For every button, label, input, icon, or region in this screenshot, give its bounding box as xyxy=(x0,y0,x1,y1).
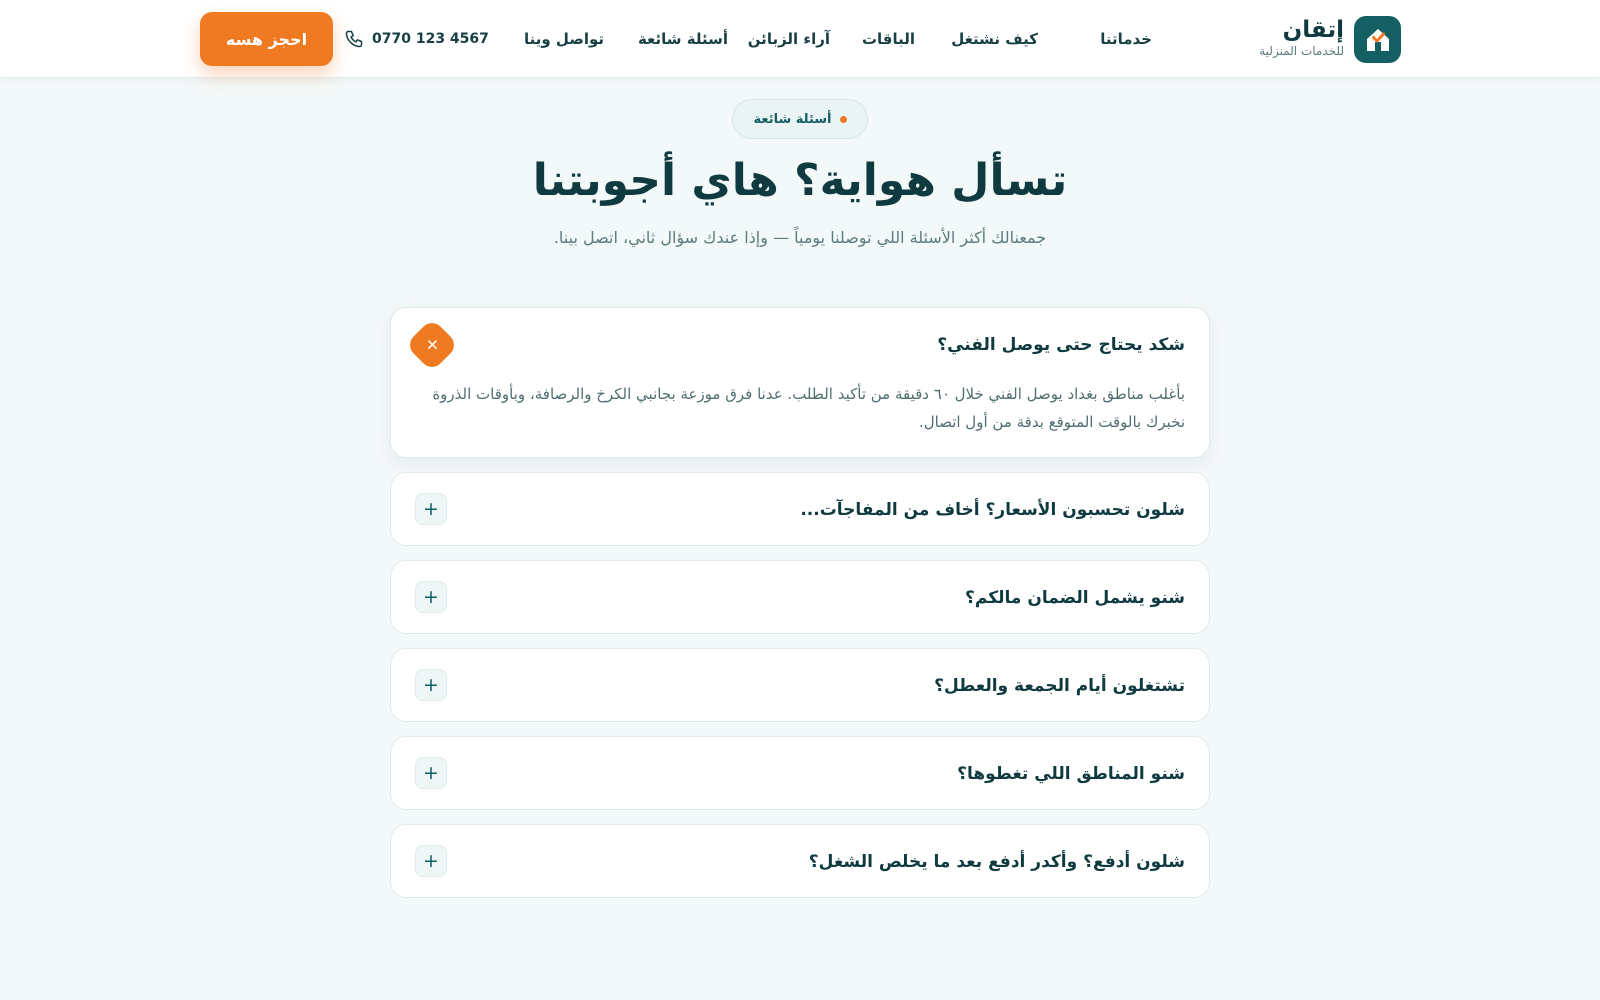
faq-item[interactable] xyxy=(390,472,1210,546)
brand[interactable] xyxy=(1238,18,1344,59)
section-title: تسأل هواية؟ هاي أجوبتنا xyxy=(532,155,1068,206)
expand-button[interactable] xyxy=(415,669,447,701)
expand-button[interactable] xyxy=(415,845,447,877)
nav-item-faq[interactable]: أسئلة شائعة xyxy=(637,30,728,48)
logo[interactable] xyxy=(1354,16,1401,63)
faq-item[interactable] xyxy=(390,824,1210,898)
faq-question[interactable]: تشتغلون أيام الجمعة والعطل؟ xyxy=(934,676,1185,696)
brand-name: إتقان xyxy=(1282,17,1344,43)
close-icon: + xyxy=(419,331,446,358)
faq-question[interactable]: شكد يحتاج حتى يوصل الفني؟ xyxy=(937,335,1185,355)
plus-icon: + xyxy=(423,585,439,608)
faq-question[interactable]: شلون أدفع؟ وأكدر أدفع بعد ما يخلص الشغل؟ xyxy=(808,852,1185,872)
nav-item-services[interactable]: خدماتنا xyxy=(1100,30,1152,48)
plus-icon: + xyxy=(423,849,439,872)
faq-item[interactable] xyxy=(390,648,1210,722)
phone-link[interactable] xyxy=(344,28,489,50)
faq-answer: بأغلب مناطق بغداد يوصل الفني خلال ٦٠ دقيقة من تأكيد الطلب. عدنا فرق موزعة بجانبي الكرخ والرصافة، وبأوقات الذروة نخبرك بالوقت المتوقع بدقة من أول اتصال. xyxy=(432,385,1185,431)
nav-item-contact[interactable]: تواصل وينا xyxy=(524,30,604,48)
main-nav xyxy=(524,28,1160,50)
faq-item[interactable] xyxy=(390,560,1210,634)
faq-question[interactable]: شلون تحسبون الأسعار؟ أخاف من المفاجآت... xyxy=(800,500,1185,520)
section-subtitle: جمعنالك أكثر الأسئلة اللي توصلنا يومياً — وإذا عندك سؤال ثاني، اتصل بينا. xyxy=(553,228,1047,247)
plus-icon: + xyxy=(423,673,439,696)
collapse-button[interactable] xyxy=(405,318,459,372)
expand-button[interactable] xyxy=(415,757,447,789)
nav-item-testimonials[interactable]: آراء الزبائن xyxy=(747,30,830,48)
nav-item-how-we-work[interactable]: كيف نشتغل xyxy=(951,30,1038,48)
plus-icon: + xyxy=(423,497,439,520)
expand-button[interactable] xyxy=(415,493,447,525)
phone-icon xyxy=(344,29,364,49)
phone-number: 0770 123 4567 xyxy=(372,31,489,47)
brand-tagline: للخدمات المنزلية xyxy=(1259,44,1344,58)
faq-question[interactable]: شنو المناطق اللي تغطوها؟ xyxy=(957,764,1185,784)
faq-question[interactable]: شنو يشمل الضمان مالكم؟ xyxy=(965,588,1185,608)
badge-dot xyxy=(840,116,847,123)
faq-item[interactable] xyxy=(390,736,1210,810)
book-now-button[interactable]: احجز هسه xyxy=(200,12,333,66)
nav-item-packages[interactable]: الباقات xyxy=(861,30,915,48)
expand-button[interactable] xyxy=(415,581,447,613)
plus-icon: + xyxy=(423,761,439,784)
badge-label: أسئلة شائعة xyxy=(753,111,832,127)
section-badge xyxy=(732,99,868,139)
site-header xyxy=(0,0,1600,78)
faq-item[interactable] xyxy=(390,307,1210,458)
house-check-icon xyxy=(1363,25,1393,55)
